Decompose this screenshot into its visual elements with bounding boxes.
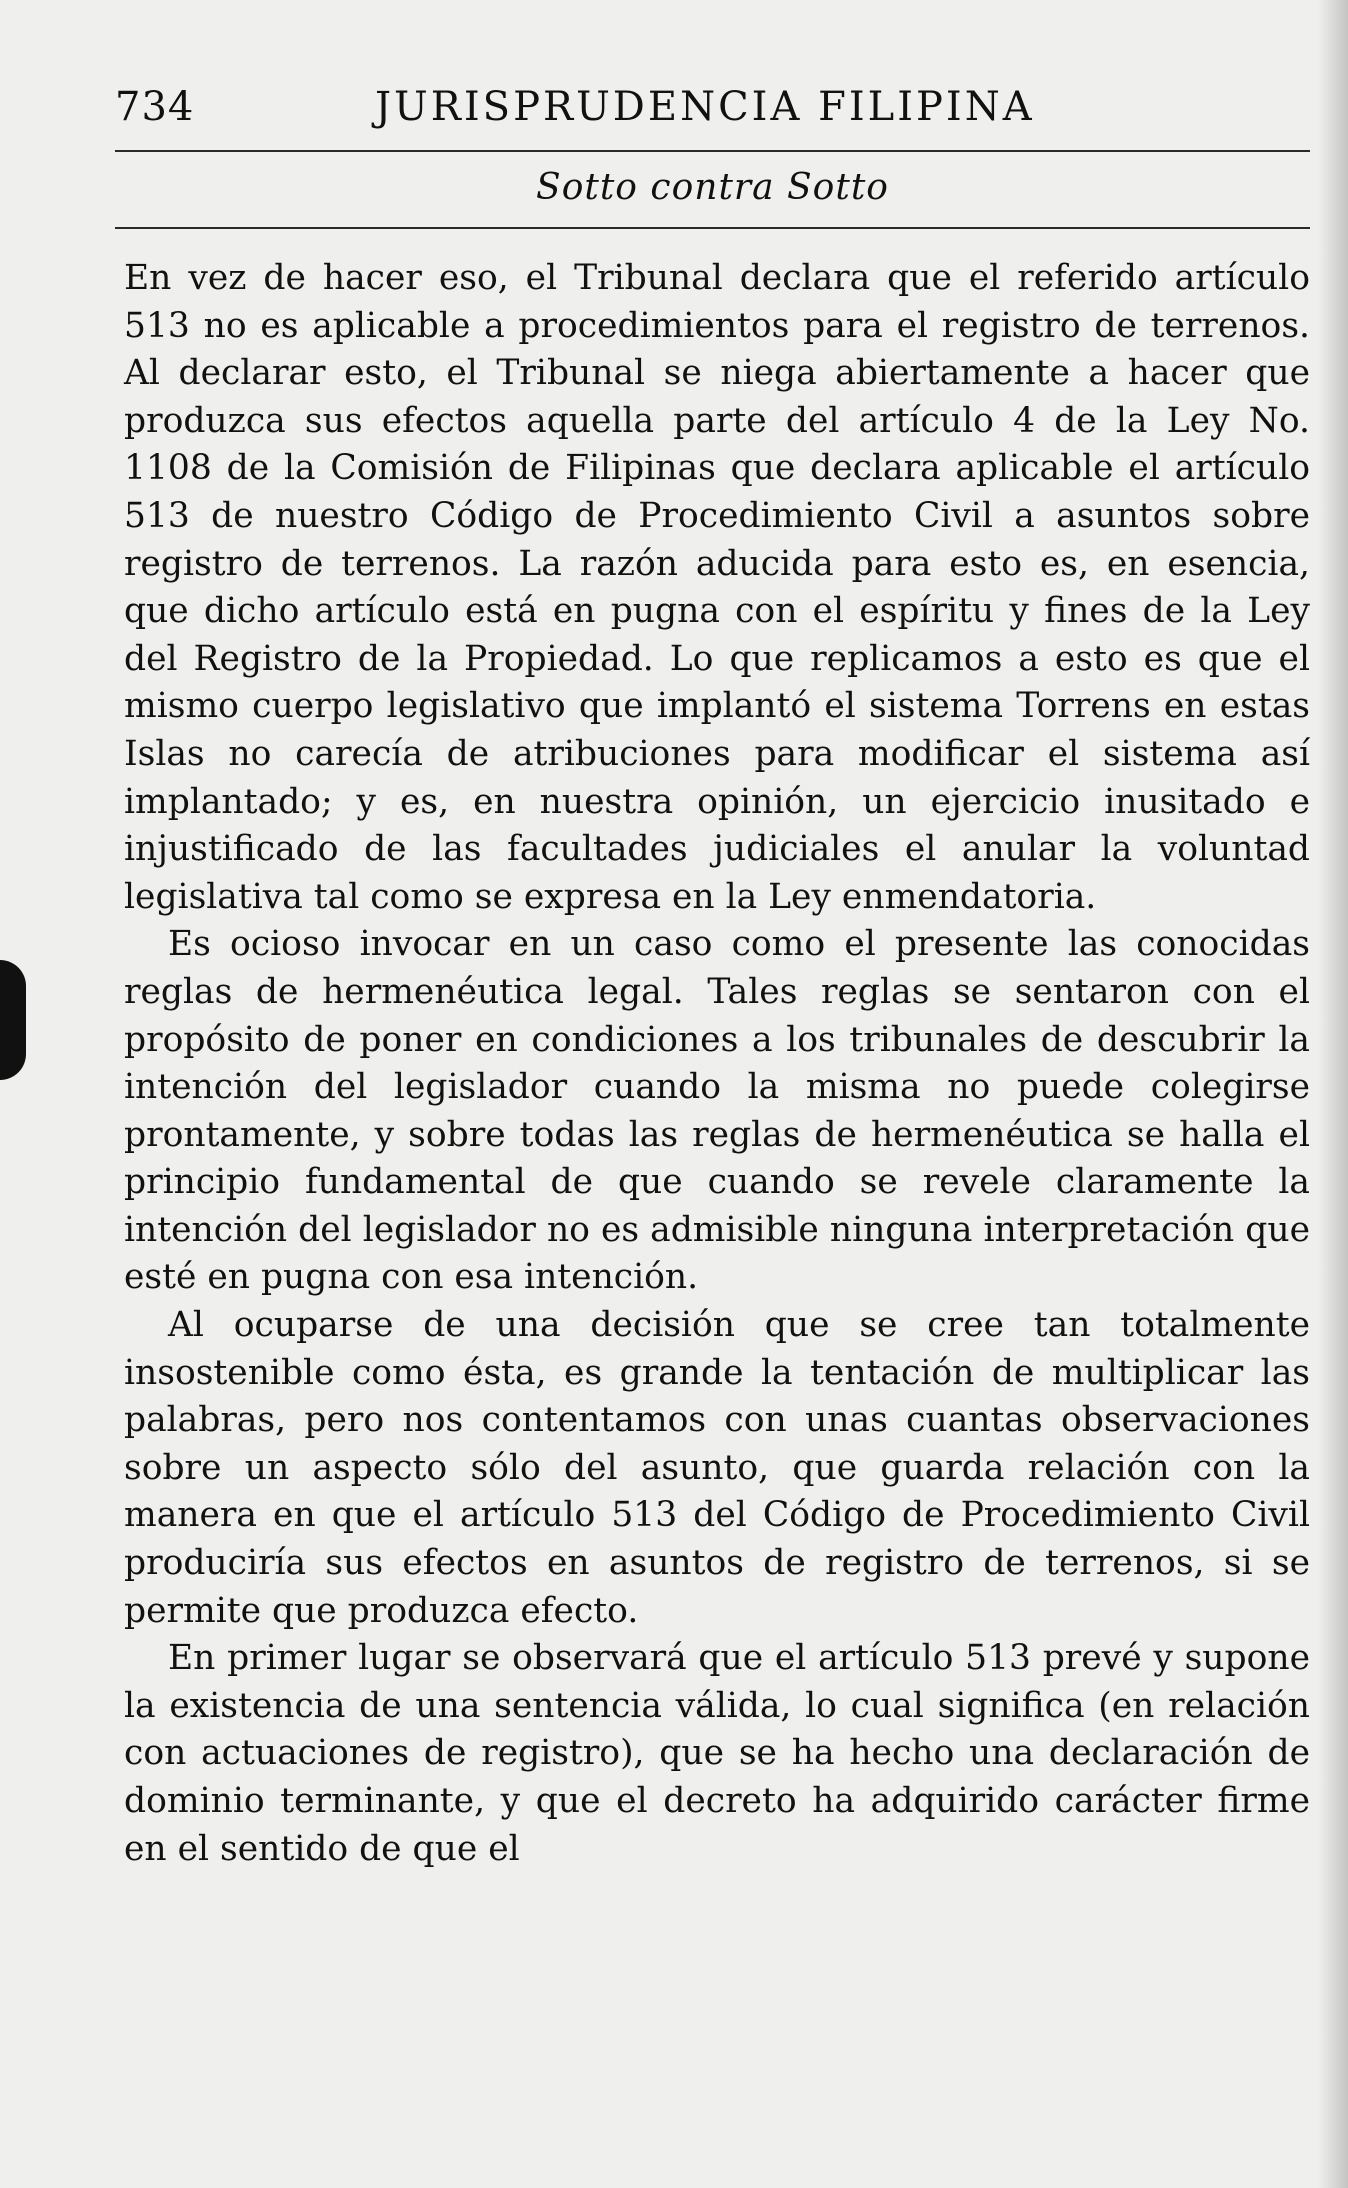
running-title: JURISPRUDENCIA FILIPINA: [375, 84, 1035, 130]
binding-mark: [0, 960, 26, 1080]
header-rule-top: [115, 150, 1310, 152]
paragraph-3: Al ocuparse de una decisión que se cree tan totalmente insostenible como ésta, es grande la tentación de multiplicar las palabras, pero nos contentamos con unas cuantas observaciones sobre un aspecto sólo del asunto, que guarda relación con la manera en que el artículo 513 del Código de Procedimiento Civil produciría sus efectos en asuntos de registro de terrenos, si se permite que produzca efecto.: [124, 1305, 1310, 1631]
case-title: Sotto contra Sotto: [536, 167, 889, 208]
paragraph-4: En primer lugar se observará que el artículo 513 prevé y supone la existencia de una sentencia válida, lo cual significa (en relación con actuaciones de registro), que se ha hecho una declaración de dominio terminante, y que el decreto ha adquirido carácter firme en el sentido de que el: [124, 1638, 1310, 1869]
page-edge-shadow: [1318, 0, 1348, 2188]
page-number: 734: [115, 84, 195, 130]
header-rule-bottom: [115, 227, 1310, 229]
body-text: [124, 255, 1310, 1873]
paragraph-1: En vez de hacer eso, el Tribunal declara que el referido artículo 513 no es aplicable a procedimientos para el registro de terrenos. Al declarar esto, el Tribunal se niega abiertamente a hacer que produzca sus efectos aquella parte del artículo 4 de la Ley No. 1108 de la Comisión de Filipinas que declara aplicable el artículo 513 de nuestro Código de Procedimiento Civil a asuntos sobre registro de terrenos. La razón aducida para esto es, en esencia, que dicho artículo está en pugna con el espíritu y fines de la Ley del Registro de la Propiedad. Lo que replicamos a esto es que el mismo cuerpo legislativo que implantó el sistema Torrens en estas Islas no carecía de atribuciones para modificar el sistema así implantado; y es, en nuestra opinión, un ejercicio inusitado e injustificado de las facultades judiciales el anular la voluntad legislativa tal como se expresa en la Ley enmendatoria.: [124, 258, 1310, 917]
paragraph-2: Es ocioso invocar en un caso como el presente las conocidas reglas de hermenéutica legal. Tales reglas se sentaron con el propósito de poner en condiciones a los tribunales de descubrir la intención del legislador cuando la misma no puede colegirse prontamente, y sobre todas las reglas de hermenéutica se halla el principio fundamental de que cuando se revele claramente la intención del legislador no es admisible ninguna interpretación que esté en pugna con esa intención.: [124, 924, 1310, 1298]
page-header: [115, 82, 1310, 142]
